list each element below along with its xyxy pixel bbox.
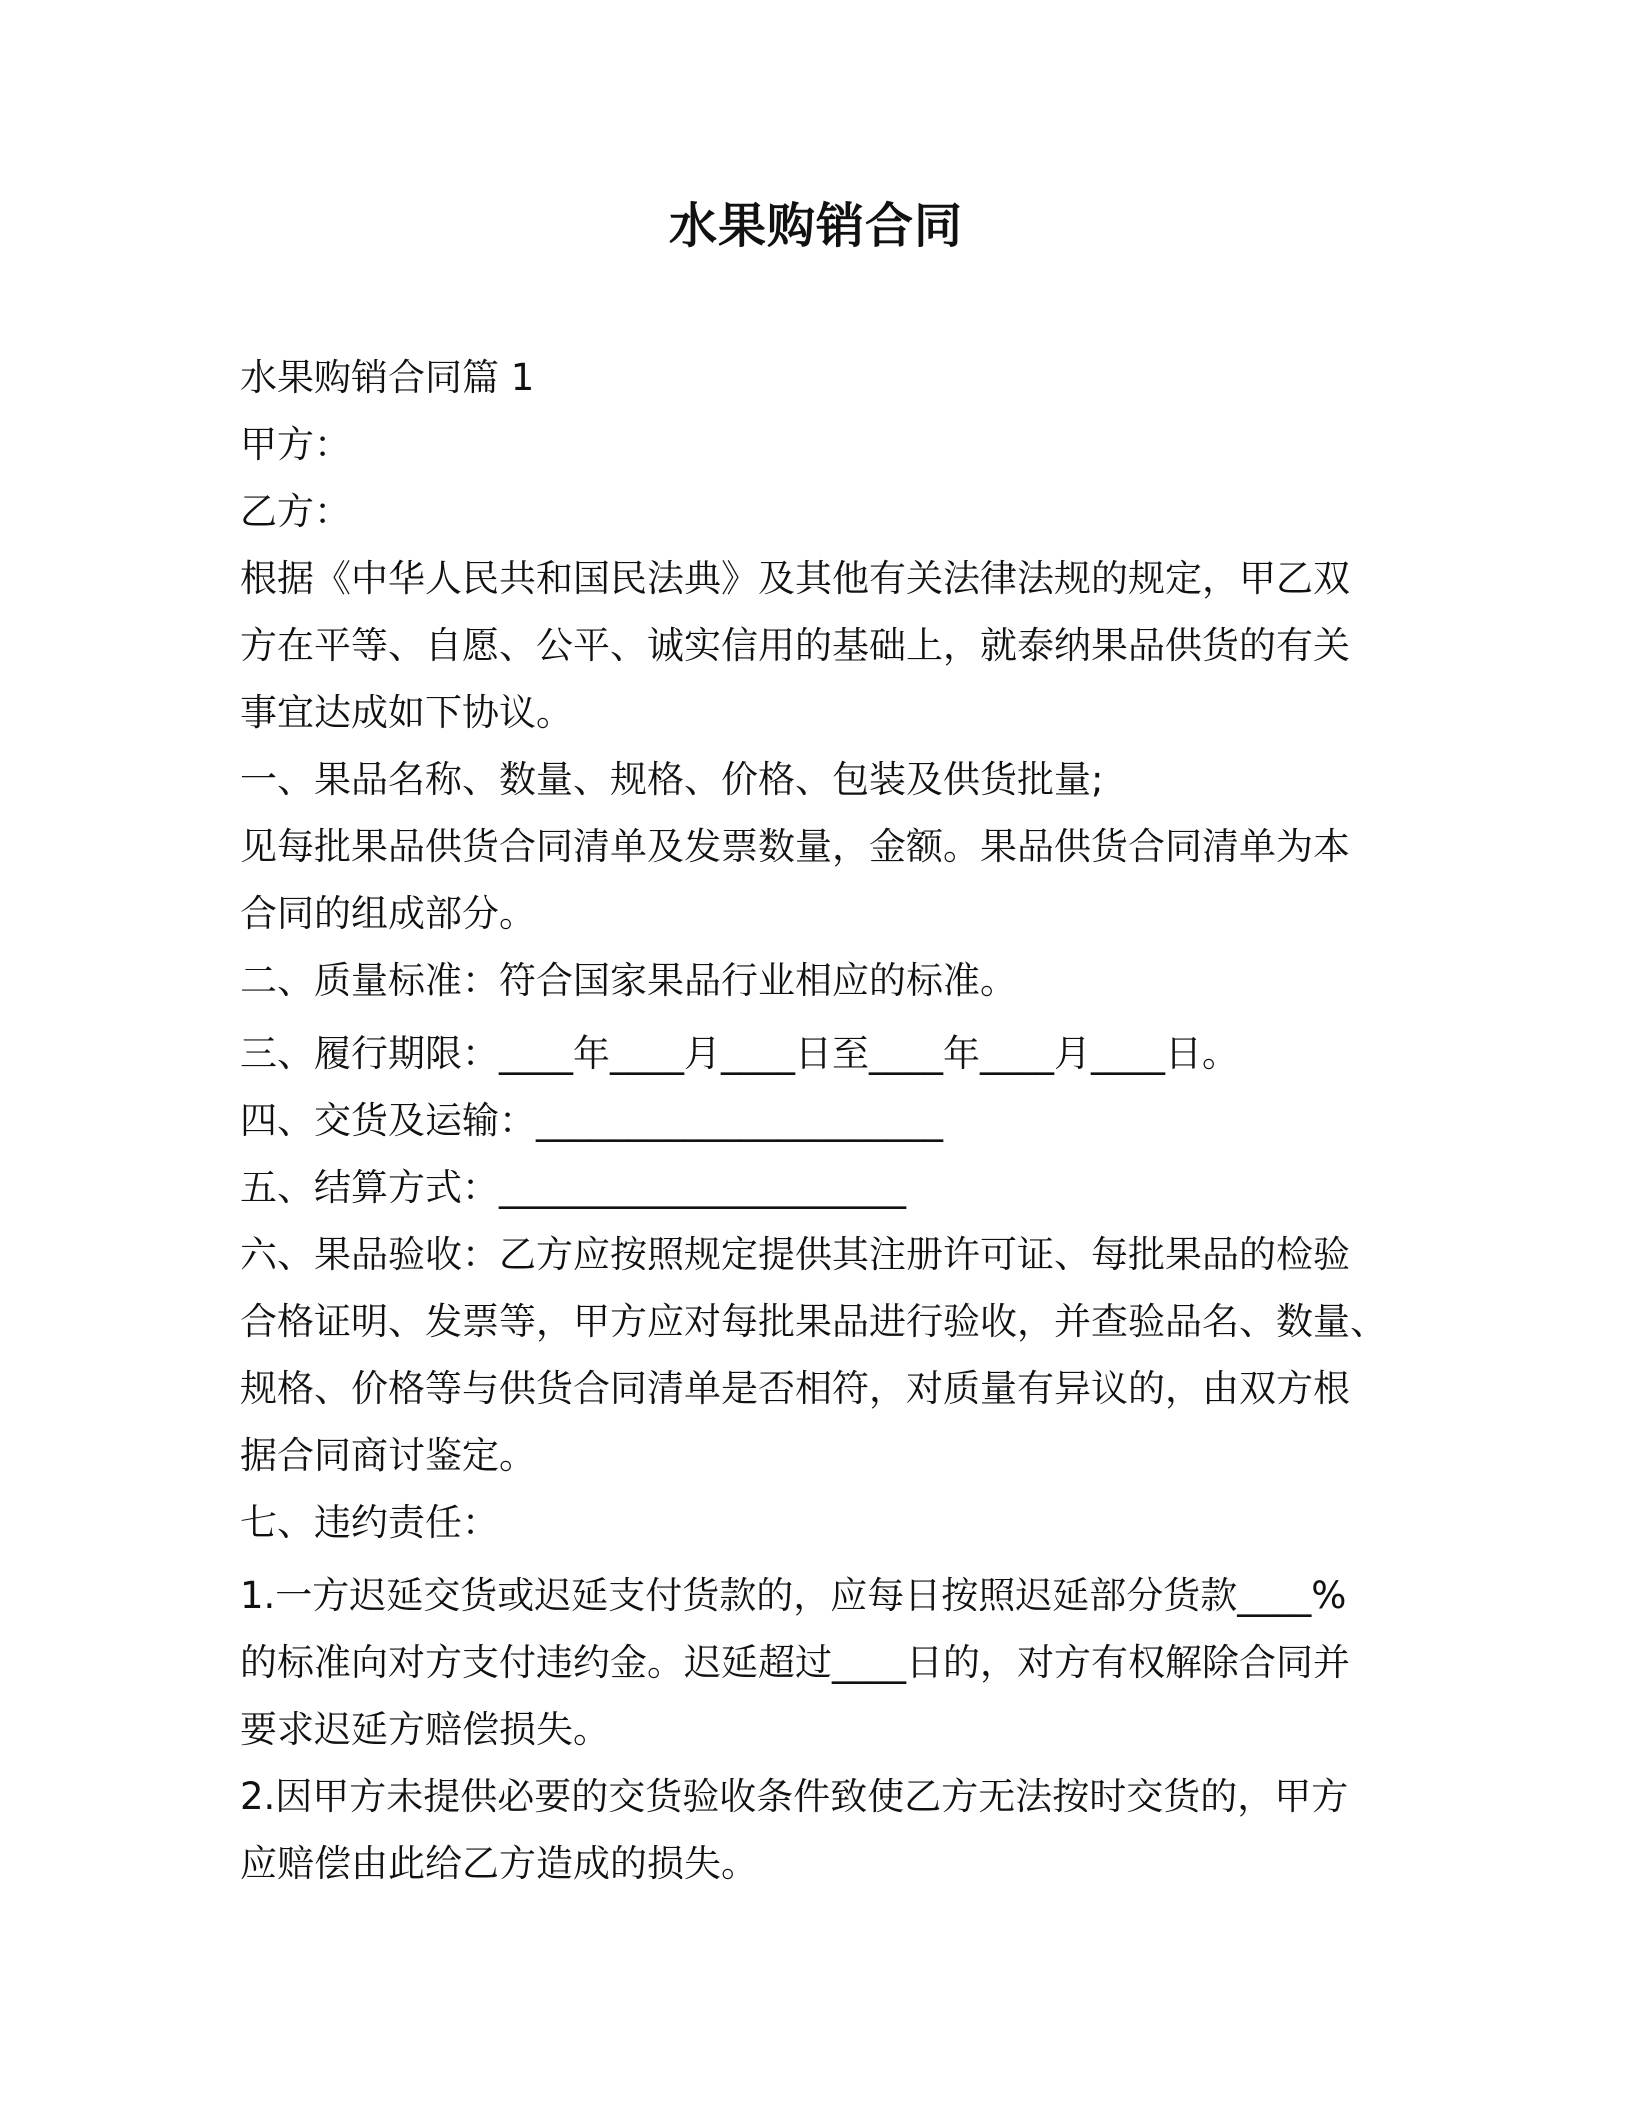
clause-2: 二、质量标准：符合国家果品行业相应的标准。: [240, 959, 1017, 1002]
party-b-label: 乙方：: [240, 490, 351, 533]
paragraph-line: 合同的组成部分。: [240, 892, 536, 935]
section-heading: 水果购销合同篇 1: [240, 356, 535, 399]
paragraph-line: 方在平等、自愿、公平、诚实信用的基础上，就泰纳果品供货的有关: [240, 624, 1350, 667]
clause-5: 五、结算方式：______________________: [240, 1166, 906, 1209]
paragraph-line: 的标准向对方支付违约金。迟延超过____日的，对方有权解除合同并: [240, 1641, 1350, 1684]
document-title: 水果购销合同: [668, 198, 963, 254]
clause-7-item-1: 1.一方迟延交货或迟延支付货款的，应每日按照迟延部分货款____%: [240, 1574, 1347, 1617]
paragraph-line: 见每批果品供货合同清单及发票数量，金额。果品供货合同清单为本: [240, 825, 1350, 868]
clause-4: 四、交货及运输：______________________: [240, 1099, 943, 1142]
clause-6: 六、果品验收：乙方应按照规定提供其注册许可证、每批果品的检验: [240, 1233, 1350, 1276]
paragraph-line: 应赔偿由此给乙方造成的损失。: [240, 1842, 758, 1885]
clause-1-heading: 一、果品名称、数量、规格、价格、包装及供货批量;: [240, 758, 1104, 801]
paragraph-line: 据合同商讨鉴定。: [240, 1434, 536, 1477]
clause-7-heading: 七、违约责任：: [240, 1501, 499, 1544]
paragraph-line: 规格、价格等与供货合同清单是否相符，对质量有异议的，由双方根: [240, 1367, 1350, 1410]
party-a-label: 甲方：: [240, 423, 351, 466]
paragraph-line: 事宜达成如下协议。: [240, 691, 573, 734]
clause-3: 三、履行期限：____年____月____日至____年____月____日。: [240, 1032, 1239, 1075]
document-body: [240, 344, 1400, 1897]
paragraph-line: 要求迟延方赔偿损失。: [240, 1708, 610, 1751]
paragraph-line: 根据《中华人民共和国民法典》及其他有关法律法规的规定，甲乙双: [240, 557, 1350, 600]
paragraph-line: 合格证明、发票等，甲方应对每批果品进行验收，并查验品名、数量、: [240, 1300, 1387, 1343]
clause-7-item-2: 2.因甲方未提供必要的交货验收条件致使乙方无法按时交货的，甲方: [240, 1775, 1349, 1818]
